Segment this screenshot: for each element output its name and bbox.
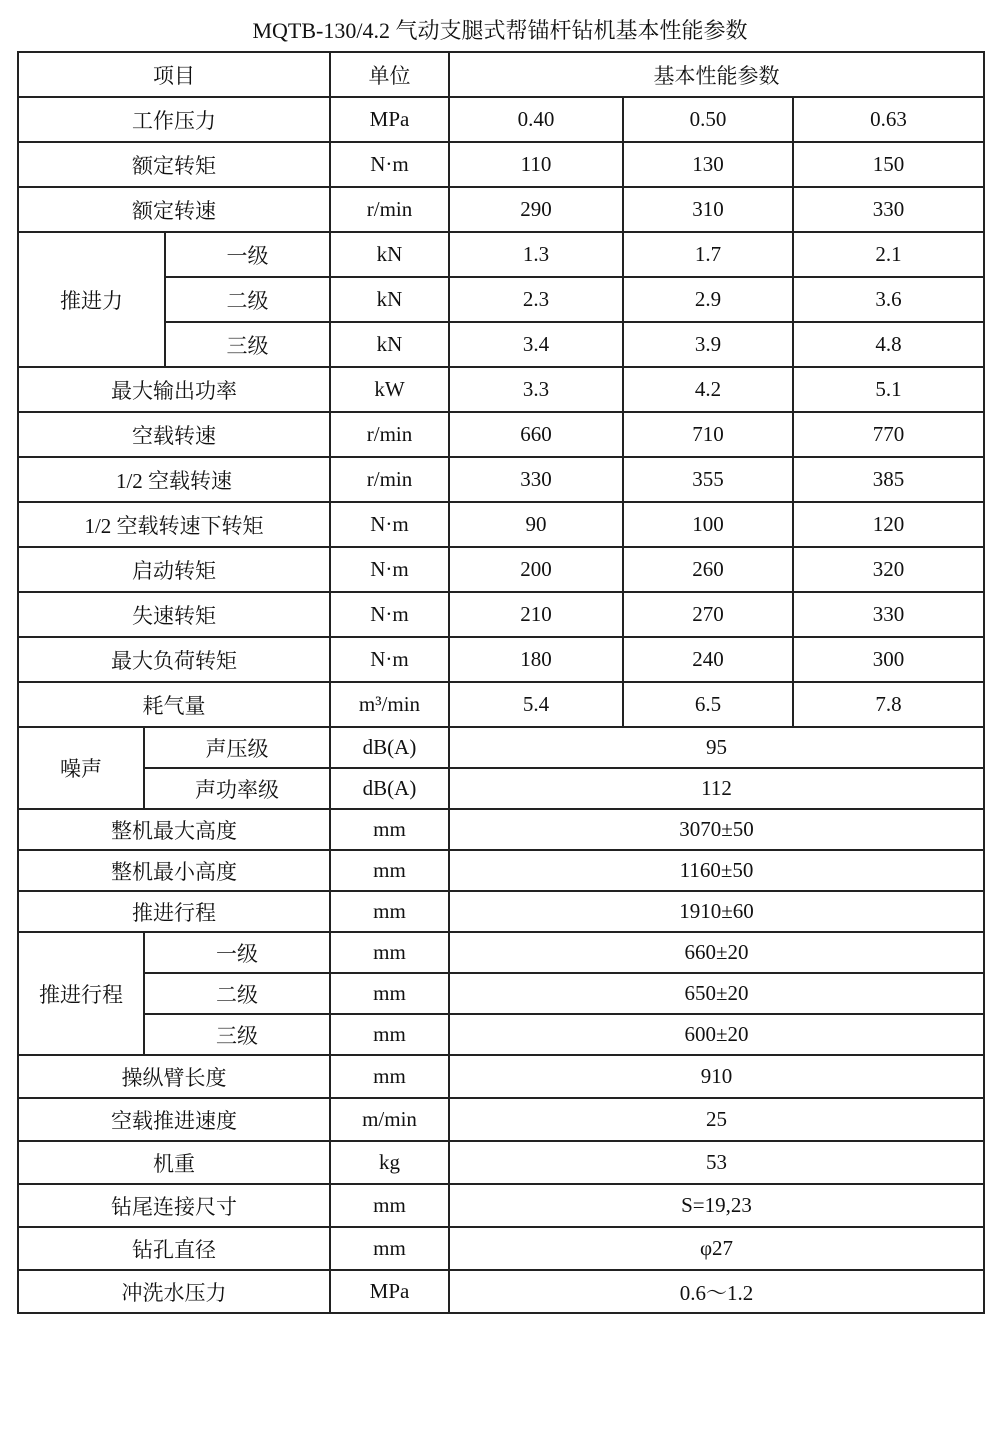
row-value: 2.3 (449, 277, 623, 322)
row-value: 710 (623, 412, 793, 457)
table-row (18, 142, 984, 187)
row-value: 180 (449, 637, 623, 682)
table-row (18, 1098, 984, 1141)
row-value: 95 (449, 727, 984, 768)
table-row (18, 637, 984, 682)
row-value: 260 (623, 547, 793, 592)
row-value: 3.3 (449, 367, 623, 412)
row-value: 53 (449, 1141, 984, 1184)
row-value: 3070±50 (449, 809, 984, 850)
row-value: 0.40 (449, 97, 623, 142)
row-value: 660 (449, 412, 623, 457)
row-unit: m/min (330, 1098, 449, 1141)
row-value: 770 (793, 412, 984, 457)
row-unit: mm (330, 1055, 449, 1098)
row-value: 0.6～1.2 (449, 1270, 984, 1313)
row-value: φ27 (449, 1227, 984, 1270)
row-label: 耗气量 (18, 682, 330, 727)
table-row (18, 1141, 984, 1184)
table-row (18, 412, 984, 457)
row-value: 7.8 (793, 682, 984, 727)
table-row (18, 1014, 984, 1055)
sub-label: 声功率级 (144, 768, 330, 809)
sub-label: 一级 (165, 232, 330, 277)
table-row (18, 1270, 984, 1313)
group-label-thrust: 推进力 (18, 232, 165, 367)
table-row (18, 727, 984, 768)
row-label: 整机最大高度 (18, 809, 330, 850)
table-row (18, 850, 984, 891)
table-row (18, 768, 984, 809)
row-value: 210 (449, 592, 623, 637)
row-unit: kN (330, 277, 449, 322)
row-value: 1910±60 (449, 891, 984, 932)
row-value: 3.9 (623, 322, 793, 367)
table-row (18, 973, 984, 1014)
table-row (18, 891, 984, 932)
row-value: 320 (793, 547, 984, 592)
table-row (18, 187, 984, 232)
row-value: 240 (623, 637, 793, 682)
table-row (18, 932, 984, 973)
sub-label: 三级 (144, 1014, 330, 1055)
row-value: 5.4 (449, 682, 623, 727)
row-unit: mm (330, 891, 449, 932)
row-label: 钻孔直径 (18, 1227, 330, 1270)
row-label: 失速转矩 (18, 592, 330, 637)
row-value: 3.4 (449, 322, 623, 367)
row-value: 330 (793, 187, 984, 232)
sub-label: 二级 (165, 277, 330, 322)
sub-label: 二级 (144, 973, 330, 1014)
row-unit: mm (330, 932, 449, 973)
table-row (18, 232, 984, 277)
row-value: 270 (623, 592, 793, 637)
row-unit: mm (330, 1227, 449, 1270)
row-value: 385 (793, 457, 984, 502)
row-value: 110 (449, 142, 623, 187)
row-value: 290 (449, 187, 623, 232)
row-unit: N·m (330, 637, 449, 682)
row-unit: mm (330, 973, 449, 1014)
row-label: 额定转矩 (18, 142, 330, 187)
row-value: 6.5 (623, 682, 793, 727)
row-value: 120 (793, 502, 984, 547)
row-unit: kW (330, 367, 449, 412)
table-row (18, 592, 984, 637)
group-label-stroke: 推进行程 (18, 932, 144, 1055)
row-unit: mm (330, 809, 449, 850)
row-value: 660±20 (449, 932, 984, 973)
table-row (18, 1055, 984, 1098)
row-unit: r/min (330, 412, 449, 457)
row-unit: m³/min (330, 682, 449, 727)
row-label: 空载推进速度 (18, 1098, 330, 1141)
row-label: 工作压力 (18, 97, 330, 142)
row-label: 整机最小高度 (18, 850, 330, 891)
row-unit: N·m (330, 592, 449, 637)
row-label: 推进行程 (18, 891, 330, 932)
row-value: 2.1 (793, 232, 984, 277)
sub-label: 声压级 (144, 727, 330, 768)
row-unit: MPa (330, 97, 449, 142)
row-value: 5.1 (793, 367, 984, 412)
table-row (18, 367, 984, 412)
row-value: 650±20 (449, 973, 984, 1014)
row-unit: N·m (330, 142, 449, 187)
row-value: 4.2 (623, 367, 793, 412)
row-value: 90 (449, 502, 623, 547)
row-value: 1160±50 (449, 850, 984, 891)
header-item: 项目 (18, 52, 330, 97)
row-value: 130 (623, 142, 793, 187)
row-label: 1/2 空载转速下转矩 (18, 502, 330, 547)
table-row (18, 1227, 984, 1270)
row-unit: kN (330, 232, 449, 277)
header-unit: 单位 (330, 52, 449, 97)
table-row (18, 682, 984, 727)
row-unit: MPa (330, 1270, 449, 1313)
page-title: MQTB-130/4.2 气动支腿式帮锚杆钻机基本性能参数 (252, 18, 748, 43)
row-value: 200 (449, 547, 623, 592)
header-row (18, 52, 984, 97)
row-unit: kN (330, 322, 449, 367)
row-value: 3.6 (793, 277, 984, 322)
row-unit: dB(A) (330, 768, 449, 809)
row-label: 空载转速 (18, 412, 330, 457)
row-label: 启动转矩 (18, 547, 330, 592)
row-value: 1.7 (623, 232, 793, 277)
row-value: 1.3 (449, 232, 623, 277)
sub-label: 三级 (165, 322, 330, 367)
row-label: 冲洗水压力 (18, 1270, 330, 1313)
table-row (18, 457, 984, 502)
row-label: 最大输出功率 (18, 367, 330, 412)
table-row (18, 97, 984, 142)
row-value: 310 (623, 187, 793, 232)
row-value: 330 (793, 592, 984, 637)
row-value: S=19,23 (449, 1184, 984, 1227)
row-value: 100 (623, 502, 793, 547)
table-row (18, 809, 984, 850)
row-label: 最大负荷转矩 (18, 637, 330, 682)
table-row (18, 547, 984, 592)
row-value: 300 (793, 637, 984, 682)
row-value: 25 (449, 1098, 984, 1141)
row-value: 112 (449, 768, 984, 809)
row-unit: N·m (330, 502, 449, 547)
row-value: 910 (449, 1055, 984, 1098)
row-label: 钻尾连接尺寸 (18, 1184, 330, 1227)
row-value: 600±20 (449, 1014, 984, 1055)
row-value: 355 (623, 457, 793, 502)
row-label: 1/2 空载转速 (18, 457, 330, 502)
row-unit: mm (330, 1014, 449, 1055)
row-value: 0.63 (793, 97, 984, 142)
row-value: 0.50 (623, 97, 793, 142)
sub-label: 一级 (144, 932, 330, 973)
row-label: 机重 (18, 1141, 330, 1184)
header-params: 基本性能参数 (449, 52, 984, 97)
row-value: 4.8 (793, 322, 984, 367)
row-unit: mm (330, 850, 449, 891)
table-row (18, 1184, 984, 1227)
row-unit: r/min (330, 457, 449, 502)
group-label-noise: 噪声 (18, 727, 144, 809)
row-unit: mm (330, 1184, 449, 1227)
row-unit: dB(A) (330, 727, 449, 768)
row-label: 操纵臂长度 (18, 1055, 330, 1098)
spec-table (17, 51, 985, 1314)
table-row (18, 502, 984, 547)
row-unit: kg (330, 1141, 449, 1184)
row-value: 2.9 (623, 277, 793, 322)
row-value: 330 (449, 457, 623, 502)
row-value: 150 (793, 142, 984, 187)
row-unit: r/min (330, 187, 449, 232)
row-unit: N·m (330, 547, 449, 592)
row-label: 额定转速 (18, 187, 330, 232)
